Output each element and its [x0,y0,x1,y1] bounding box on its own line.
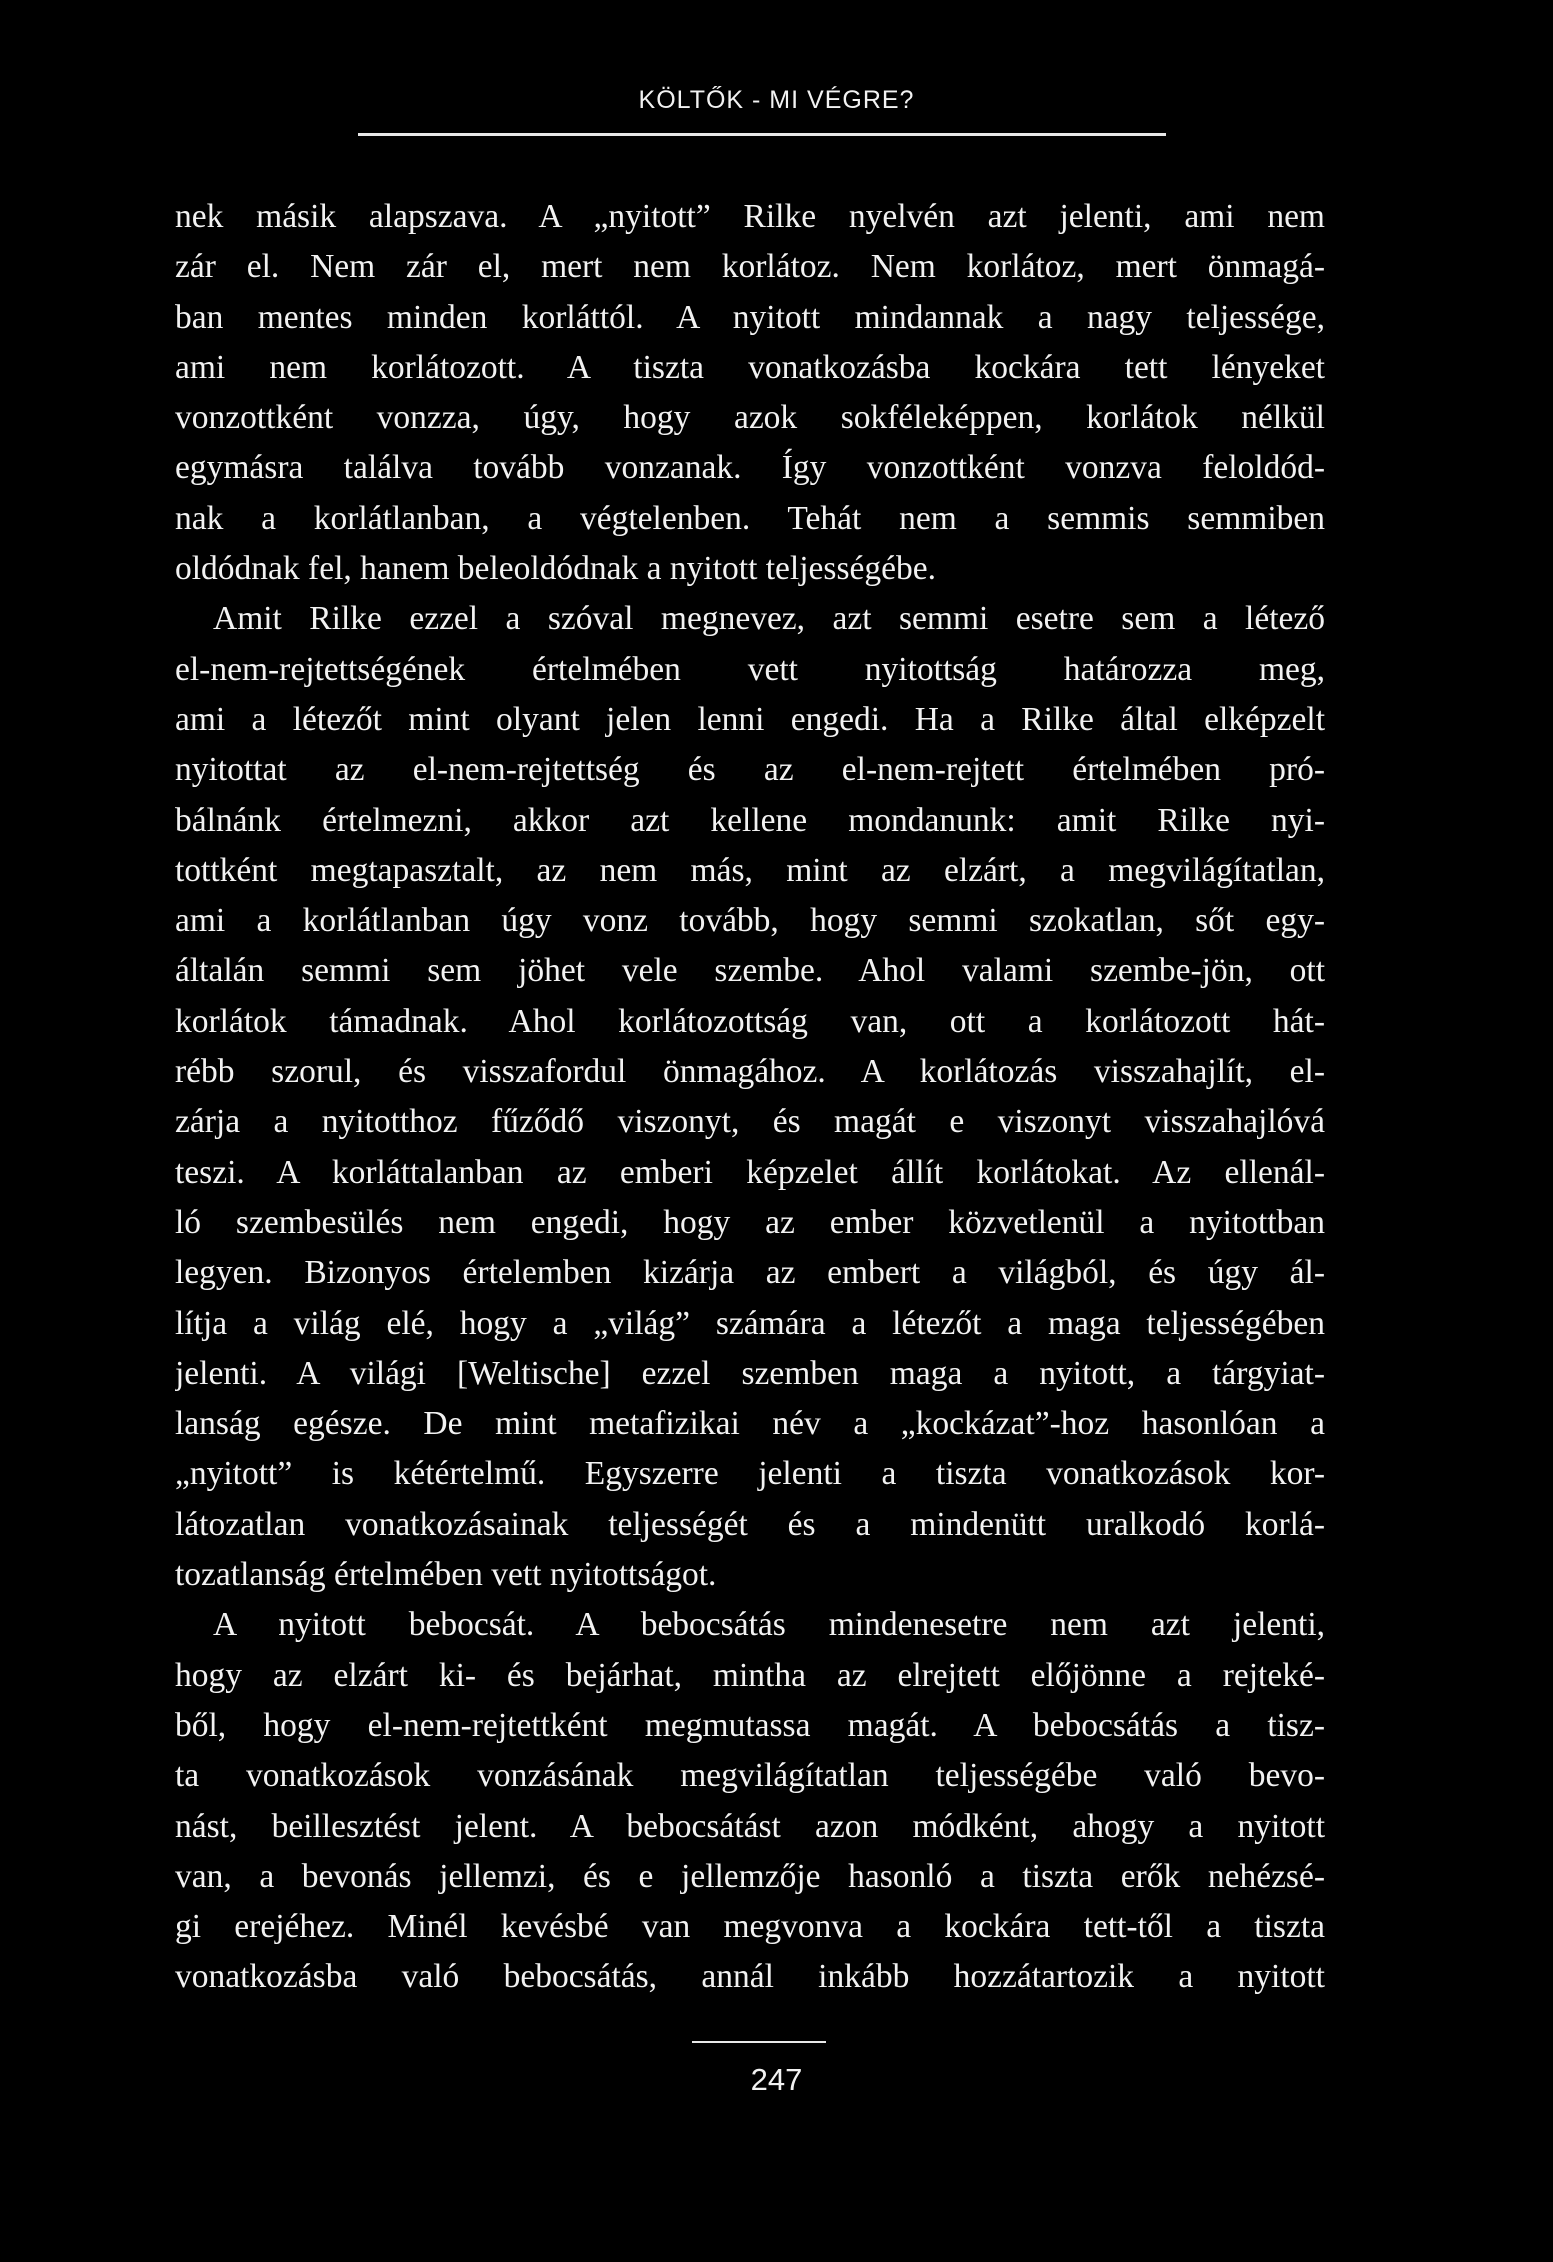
text-line: van, a bevonás jellemzi, és e jellemzője hasonló a tiszta erők nehézsé- [175,1857,1325,1895]
text-line: ami nem korlátozott. A tiszta vonatkozásba kockára tett lényeket [175,348,1325,386]
text-line: Amit Rilke ezzel a szóval megnevez, azt semmi esetre sem a létező [213,600,1325,638]
text-line: ló szembesülés nem engedi, hogy az ember közvetlenül a nyitottban [175,1203,1325,1241]
text-line: oldódnak fel, hanem beleoldódnak a nyitott teljességébe. [175,550,936,588]
text-line: rébb szorul, és visszafordul önmagához. A korlátozás visszahajlít, el- [175,1053,1325,1091]
text-line: vonzottként vonzza, úgy, hogy azok sokféleképpen, korlátok nélkül [175,399,1325,437]
text-line: zár el. Nem zár el, mert nem korlátoz. Nem korlátoz, mert önmagá- [175,248,1325,286]
text-line: nek másik alapszava. A „nyitott” Rilke nyelvén azt jelenti, ami nem [175,198,1325,235]
text-line: tottként megtapasztalt, az nem más, mint az elzárt, a megvilágítatlan, [175,851,1325,889]
text-line: gi erejéhez. Minél kevésbé van megvonva a kockára tett-től a tiszta [175,1908,1325,1946]
text-line: hogy az elzárt ki- és bejárhat, mintha az elrejtett előjönne a rejteké- [175,1656,1325,1694]
text-line: ta vonatkozások vonzásának megvilágítatlan teljességébe való bevo- [175,1757,1325,1795]
text-line: ami a létezőt mint olyant jelen lenni engedi. Ha a Rilke által elképzelt [175,700,1325,738]
text-line: általán semmi sem jöhet vele szembe. Ahol valami szembe-jön, ott [175,952,1325,990]
text-line: korlátok támadnak. Ahol korlátozottság van, ott a korlátozott hát- [175,1002,1325,1040]
text-line: „nyitott” is kétértelmű. Egyszerre jelenti a tiszta vonatkozások kor- [175,1455,1325,1493]
text-line: teszi. A korláttalanban az emberi képzelet állít korlátokat. Az ellenál- [175,1153,1325,1191]
text-line: ami a korlátlanban úgy vonz tovább, hogy semmi szokatlan, sőt egy- [175,902,1325,940]
body-text [175,192,1325,2003]
text-line: vonatkozásba való bebocsátás, annál inkább hozzátartozik a nyitott [175,1958,1325,1996]
running-head: KÖLTŐK - MI VÉGRE? [638,86,915,114]
footer-rule [692,2041,826,2043]
text-line: nyitottat az el-nem-rejtettség és az el-nem-rejtett értelmében pró- [175,751,1325,789]
text-line: ban mentes minden korláttól. A nyitott mindannak a nagy teljessége, [175,298,1325,336]
text-line: lítja a világ elé, hogy a „világ” számára a létezőt a maga teljességében [175,1304,1325,1342]
text-line: nak a korlátlanban, a végtelenben. Tehát nem a semmis semmiben [175,499,1325,537]
text-line: zárja a nyitotthoz fűződő viszonyt, és magát e viszonyt visszahajlóvá [175,1103,1325,1141]
text-line: látozatlan vonatkozásainak teljességét és a mindenütt uralkodó korlá- [175,1505,1325,1543]
text-line: jelenti. A világi [Weltische] ezzel szemben maga a nyitott, a tárgyiat- [175,1354,1325,1392]
text-line: lanság egésze. De mint metafizikai név a „kockázat”-hoz hasonlóan a [175,1405,1325,1443]
text-line: ből, hogy el-nem-rejtettként megmutassa magát. A bebocsátás a tisz- [175,1706,1325,1744]
text-line: el-nem-rejtettségének értelmében vett nyitottság határozza meg, [175,650,1325,688]
text-line: bálnánk értelmezni, akkor azt kellene mondanunk: amit Rilke nyi- [175,801,1325,839]
header-rule [358,133,1166,136]
text-line: nást, beillesztést jelent. A bebocsátást azon módként, ahogy a nyitott [175,1807,1325,1845]
text-line: A nyitott bebocsát. A bebocsátás mindenesetre nem azt jelenti, [213,1606,1325,1644]
text-line: legyen. Bizonyos értelemben kizárja az embert a világból, és úgy ál- [175,1254,1325,1292]
text-line: egymásra találva tovább vonzanak. Így vonzottként vonzva feloldód- [175,449,1325,487]
page-number: 247 [750,2062,803,2097]
text-line: tozatlanság értelmében vett nyitottságot. [175,1556,717,1594]
